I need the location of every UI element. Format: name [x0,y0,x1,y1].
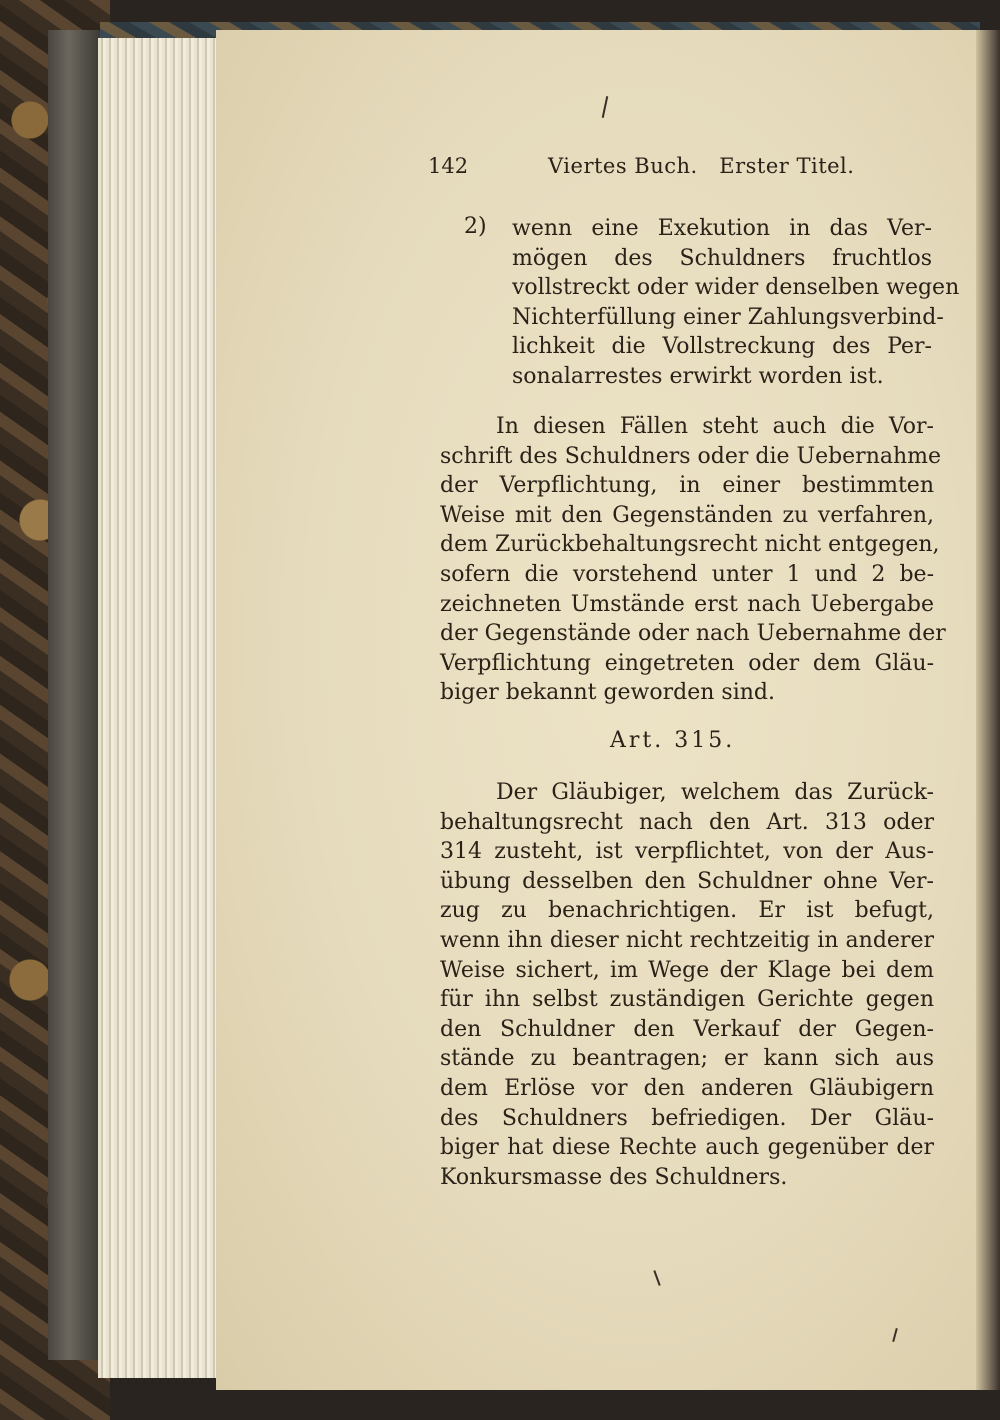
page-number: 142 [428,154,469,178]
text-line: Verpflichtung eingetreten oder dem Gläu- [440,650,934,676]
text-line: wenn ihn dieser nicht rechtzeitig in anderer [440,927,934,953]
text-line: vollstreckt oder wider denselben wegen [512,275,960,301]
list-item-body [512,214,960,392]
page-header [428,146,855,186]
text-line: 314 zusteht, ist verpflichtet, von der Aus- [440,839,934,865]
text-line: sofern die vorstehend unter 1 und 2 be- [440,561,934,587]
cover-spine-edge [48,30,100,1360]
text-line: zeichneten Umstände erst nach Uebergabe [440,591,934,617]
article-heading: Art. 315. [610,728,736,753]
text-line: dem Zurückbehaltungsrecht nicht entgegen, [440,532,940,558]
paragraph-2 [440,778,934,1192]
text-line: mögen des Schuldners fruchtlos [512,245,932,271]
text-line: zug zu benachrichtigen. Er ist befugt, [440,898,934,924]
running-title: Viertes Buch. Erster Titel. [548,154,855,178]
text-line: der Gegenstände oder nach Uebernahme der [440,621,946,647]
text-line: lichkeit die Vollstreckung des Per- [512,334,932,360]
text-line: wenn eine Exekution in das Ver- [512,216,932,241]
text-line: sonalarrestes erwirkt worden ist. [512,363,884,389]
text-line: biger hat diese Rechte auch gegenüber der [440,1135,934,1161]
text-line: biger bekannt geworden sind. [440,680,775,706]
text-line: behaltungsrecht nach den Art. 313 oder [440,809,934,835]
text-line: Nichterfüllung einer Zahlungsverbind- [512,304,944,330]
text-line: für ihn selbst zuständigen Gerichte gegen [440,987,934,1013]
text-line: Weise sichert, im Wege der Klage bei dem [440,957,934,983]
list-marker: 2) [464,214,487,239]
text-line: In diesen Fällen steht auch die Vor- [496,414,934,439]
text-line: Weise mit den Gegenständen zu verfahren, [440,502,934,528]
page-edges-stack [98,38,218,1378]
paragraph-1 [440,412,946,708]
text-line: übung desselben den Schuldner ohne Ver- [440,868,934,894]
text-line: Konkursmasse des Schuldners. [440,1164,788,1190]
text-line: schrift des Schuldners oder die Uebernahme [440,443,942,469]
text-line: stände zu beantragen; er kann sich aus [440,1046,934,1072]
text-line: des Schuldners befriedigen. Der Gläu- [440,1105,934,1131]
text-line: der Verpflichtung, in einer bestimmten [440,473,934,499]
text-line: den Schuldner den Verkauf der Gegen- [440,1016,934,1042]
page-gutter [976,30,1000,1390]
text-line: dem Erlöse vor den anderen Gläubigern [440,1075,934,1101]
text-line: Der Gläubiger, welchem das Zurück- [496,780,934,805]
